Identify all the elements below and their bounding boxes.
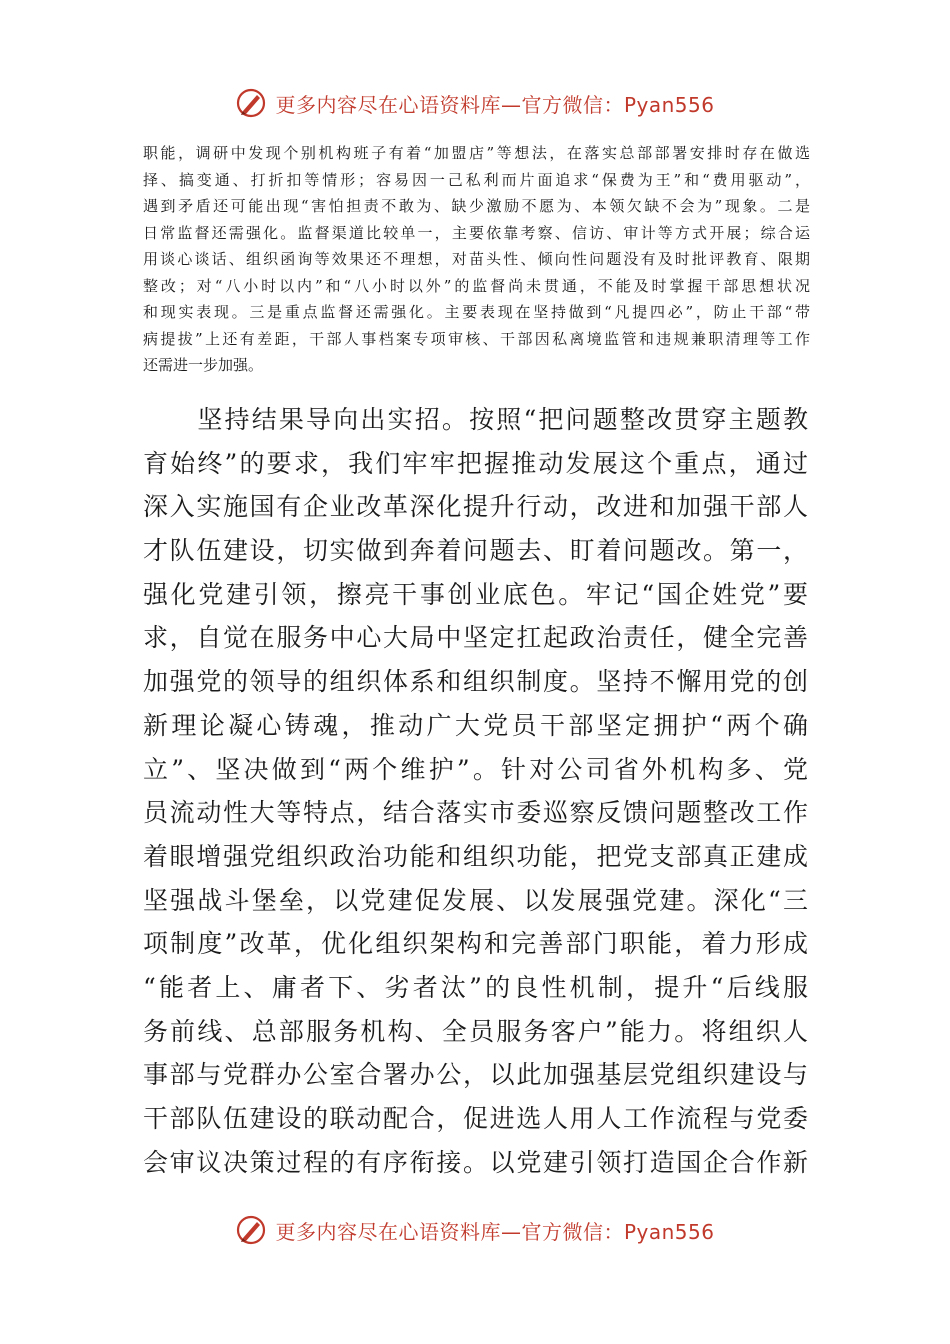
large-line: 项制度”改革，优化组织架构和完善部门职能，着力形成 <box>143 929 808 959</box>
small-line: 整改；对“八小时以内”和“八小时以外”的监督尚未贯通，不能及时掌握干部思想状况 <box>143 276 810 295</box>
small-line: 和现实表现。三是重点监督还需强化。主要表现在坚持做到“凡提四必”，防止干部“带 <box>143 303 810 321</box>
large-line: 干部队伍建设的联动配合，促进选人用人工作流程与党委 <box>143 1104 808 1133</box>
large-line: 员流动性大等特点，结合落实市委巡察反馈问题整改工作 <box>143 798 808 828</box>
large-paragraph <box>143 398 808 1184</box>
small-line: 择、搞变通、打折扣等情形；容易因一己私利而片面追求“保费为王”和“费用驱动”， <box>143 170 810 189</box>
footer-banner <box>0 1210 950 1250</box>
small-line: 日常监督还需强化。监督渠道比较单一，主要依靠考察、信访、审计等方式开展；综合运 <box>143 223 810 242</box>
small-line: 职能，调研中发现个别机构班子有着“加盟店”等想法，在落实总部部署安排时存在做选 <box>143 144 810 162</box>
large-line: 加强党的领导的组织体系和组织制度。坚持不懈用党的创 <box>143 667 808 697</box>
small-line: 用谈心谈话、组织函询等效果还不理想，对苗头性、倾向性问题没有及时批评教育、限期 <box>143 250 810 268</box>
pen-logo-icon <box>235 1214 267 1246</box>
small-line: 还需进一步加强。 <box>143 356 264 374</box>
large-line: 新理论凝心铸魂，推动广大党员干部坚定拥护“两个确 <box>143 710 808 740</box>
small-paragraph <box>143 140 810 379</box>
large-line: 务前线、总部服务机构、全员服务客户”能力。将组织人 <box>143 1016 808 1046</box>
large-line: “能者上、庸者下、劣者汰”的良性机制，提升“后线服 <box>143 972 808 1002</box>
large-line: 着眼增强党组织政治功能和组织功能，把党支部真正建成 <box>143 841 808 871</box>
large-line: 才队伍建设，切实做到奔着问题去、盯着问题改。第一， <box>143 536 808 566</box>
footer-banner-text: 更多内容尽在心语资料库—官方微信：Pyan556 <box>275 1219 715 1244</box>
pen-logo-icon <box>235 87 267 119</box>
small-line: 遇到矛盾还可能出现“害怕担责不敢为、缺少激励不愿为、本领欠缺不会为”现象。二是 <box>143 197 810 215</box>
large-line: 育始终”的要求，我们牢牢把握推动发展这个重点，通过 <box>143 448 808 478</box>
large-line: 坚持结果导向出实招。按照“把问题整改贯穿主题教 <box>143 405 808 434</box>
large-line: 深入实施国有企业改革深化提升行动，改进和加强干部人 <box>143 492 808 522</box>
large-line: 立”、坚决做到“两个维护”。针对公司省外机构多、党 <box>143 754 808 784</box>
header-banner <box>0 83 950 123</box>
large-line: 强化党建引领，擦亮干事创业底色。牢记“国企姓党”要 <box>143 579 808 609</box>
large-line: 求，自觉在服务中心大局中坚定扛起政治责任，健全完善 <box>143 623 808 653</box>
small-line: 病提拔”上还有差距，干部人事档案专项审核、干部因私离境监管和违规兼职清理等工作 <box>143 329 810 348</box>
large-line: 坚强战斗堡垒，以党建促发展、以发展强党建。深化“三 <box>143 885 808 915</box>
large-line: 事部与党群办公室合署办公，以此加强基层党组织建设与 <box>143 1060 808 1090</box>
large-line: 会审议决策过程的有序衔接。以党建引领打造国企合作新 <box>143 1147 808 1177</box>
header-banner-text: 更多内容尽在心语资料库—官方微信：Pyan556 <box>275 92 715 117</box>
